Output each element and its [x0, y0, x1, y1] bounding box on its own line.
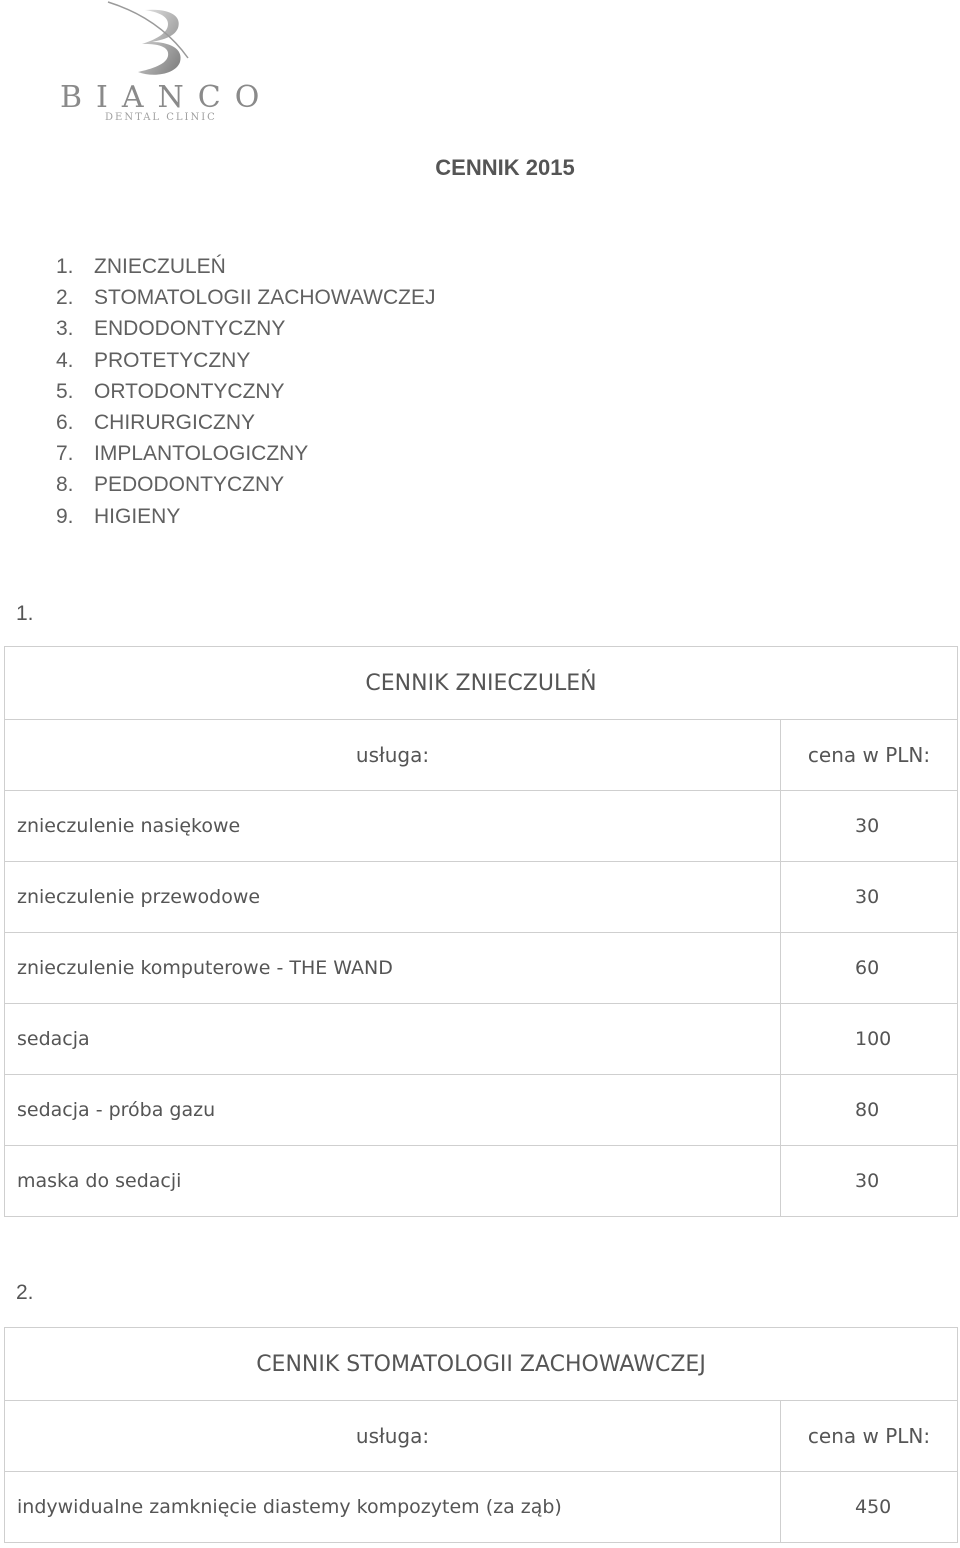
- logo-wordmark: BIANCO: [60, 80, 274, 115]
- table-row: [5, 1472, 958, 1543]
- toc-item-label: PEDODONTYCZNY: [94, 473, 285, 497]
- price-cell: 30: [781, 862, 958, 933]
- table-row: [5, 1004, 958, 1075]
- toc-item-label: PROTETYCZNY: [94, 348, 251, 372]
- toc-item: [56, 407, 435, 438]
- table-row: [5, 1146, 958, 1217]
- toc-item: [56, 469, 435, 500]
- table-of-contents: [56, 251, 435, 532]
- column-header-service: usługa:: [5, 720, 781, 791]
- table-caption: CENNIK ZNIECZULEŃ: [5, 647, 958, 720]
- toc-item-number: 4.: [56, 348, 74, 372]
- price-table-anesthesia: [4, 646, 958, 1217]
- service-cell: znieczulenie przewodowe: [5, 862, 781, 933]
- toc-item-label: STOMATOLOGII ZACHOWAWCZEJ: [94, 286, 436, 310]
- toc-item: [56, 313, 435, 344]
- price-cell: 30: [781, 1146, 958, 1217]
- section-number: 2.: [16, 1281, 34, 1304]
- toc-item-label: CHIRURGICZNY: [94, 410, 255, 434]
- toc-item: [56, 282, 435, 313]
- price-table-conservative: [4, 1327, 958, 1543]
- service-cell: sedacja: [5, 1004, 781, 1075]
- column-header-price: cena w PLN:: [781, 1401, 958, 1472]
- service-cell: sedacja - próba gazu: [5, 1075, 781, 1146]
- price-cell: 100: [781, 1004, 958, 1075]
- service-cell: znieczulenie komputerowe - THE WAND: [5, 933, 781, 1004]
- table-row: [5, 791, 958, 862]
- toc-item-label: ENDODONTYCZNY: [94, 317, 286, 341]
- toc-item-number: 5.: [56, 379, 74, 403]
- toc-item: [56, 376, 435, 407]
- toc-item-label: HIGIENY: [94, 504, 181, 528]
- logo-subtitle: DENTAL CLINIC: [105, 112, 217, 123]
- service-cell: maska do sedacji: [5, 1146, 781, 1217]
- toc-item-number: 3.: [56, 317, 74, 341]
- toc-item-number: 1.: [56, 255, 74, 278]
- toc-item-number: 6.: [56, 410, 74, 434]
- toc-item-label: IMPLANTOLOGICZNY: [94, 442, 309, 466]
- clinic-logo: [50, 0, 274, 125]
- price-cell: 80: [781, 1075, 958, 1146]
- page-title: CENNIK 2015: [435, 155, 575, 180]
- toc-item-number: 9.: [56, 504, 74, 528]
- table-header-row: [5, 720, 958, 791]
- table-caption: CENNIK STOMATOLOGII ZACHOWAWCZEJ: [5, 1328, 958, 1401]
- toc-item-number: 8.: [56, 473, 74, 497]
- service-cell: znieczulenie nasiękowe: [5, 791, 781, 862]
- toc-item-label: ZNIECZULEŃ: [94, 255, 226, 278]
- price-cell: 60: [781, 933, 958, 1004]
- toc-item: [56, 501, 435, 532]
- column-header-service: usługa:: [5, 1401, 781, 1472]
- toc-item-number: 7.: [56, 442, 74, 466]
- service-cell: indywidualne zamknięcie diastemy kompozytem (za ząb): [5, 1472, 781, 1543]
- price-cell: 450: [781, 1472, 958, 1543]
- toc-item-number: 2.: [56, 286, 74, 310]
- toc-item: [56, 438, 435, 469]
- toc-item-label: ORTODONTYCZNY: [94, 379, 285, 403]
- table-header-row: [5, 1401, 958, 1472]
- table-row: [5, 862, 958, 933]
- section-number: 1.: [16, 602, 34, 625]
- table-caption-row: [5, 647, 958, 720]
- table-caption-row: [5, 1328, 958, 1401]
- table-row: [5, 1075, 958, 1146]
- toc-item: [56, 345, 435, 376]
- table-row: [5, 933, 958, 1004]
- price-cell: 30: [781, 791, 958, 862]
- toc-item: [56, 251, 435, 282]
- column-header-price: cena w PLN:: [781, 720, 958, 791]
- logo-mark-icon: [50, 0, 260, 80]
